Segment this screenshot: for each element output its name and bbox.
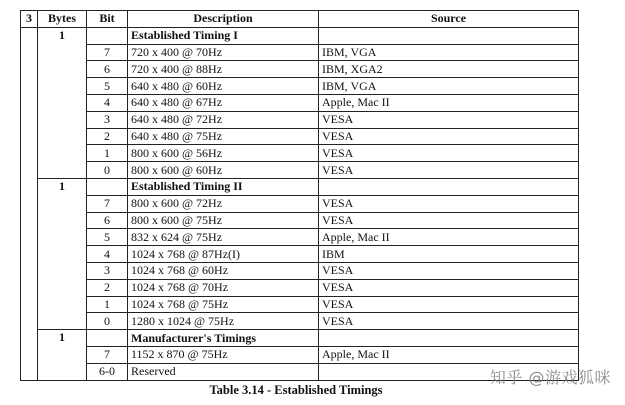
description-cell: 800 x 600 @ 60Hz [128,162,319,179]
table-caption: Table 3.14 - Established Timings [209,383,383,397]
description-cell: 1280 x 1024 @ 75Hz [128,313,319,330]
description-cell: 720 x 400 @ 70Hz [128,44,319,61]
description-cell: 832 x 624 @ 75Hz [128,229,319,246]
bytes-cell: 1 [38,27,87,178]
source-cell: Apple, Mac II [319,229,579,246]
source-cell: VESA [319,279,579,296]
group-title-row [21,330,579,347]
bit-cell: 7 [87,346,128,363]
description-cell: 800 x 600 @ 56Hz [128,145,319,162]
header-source: Source [319,11,579,28]
source-cell: Apple, Mac II [319,94,579,111]
description-cell: 800 x 600 @ 72Hz [128,195,319,212]
bit-cell: 5 [87,78,128,95]
bit-cell: 0 [87,162,128,179]
group-title: Established Timing II [128,178,319,195]
bit-cell: 7 [87,195,128,212]
table-row [21,212,579,229]
group-title-row [21,27,579,44]
source-cell: VESA [319,162,579,179]
description-cell: 1024 x 768 @ 70Hz [128,279,319,296]
bit-cell: 3 [87,111,128,128]
table-body [21,27,579,380]
description-cell: 1024 x 768 @ 60Hz [128,262,319,279]
description-cell: 1024 x 768 @ 87Hz(I) [128,246,319,263]
source-cell: VESA [319,296,579,313]
header-row [21,11,579,28]
table-row [21,296,579,313]
description-cell: Reserved [128,363,319,380]
source-cell-empty [319,27,579,44]
source-cell: VESA [319,195,579,212]
description-cell: 640 x 480 @ 72Hz [128,111,319,128]
table-row [21,44,579,61]
established-timings-table [20,10,579,381]
group-title-row [21,178,579,195]
table-row [21,313,579,330]
bit-cell: 6-0 [87,363,128,380]
header-description: Description [128,11,319,28]
source-cell: VESA [319,111,579,128]
description-cell: 800 x 600 @ 75Hz [128,212,319,229]
description-cell: 720 x 400 @ 88Hz [128,61,319,78]
bit-cell: 5 [87,229,128,246]
table-row [21,94,579,111]
watermark: 知乎 @游戏狐咪 [489,368,611,387]
description-cell: 640 x 480 @ 75Hz [128,128,319,145]
source-cell: Apple, Mac II [319,346,579,363]
bit-cell: 7 [87,44,128,61]
table-row [21,195,579,212]
source-cell: VESA [319,212,579,229]
source-cell: IBM, XGA2 [319,61,579,78]
bit-cell: 2 [87,279,128,296]
bit-cell: 6 [87,61,128,78]
table-row [21,246,579,263]
bit-cell-empty [87,178,128,195]
bit-cell: 3 [87,262,128,279]
source-cell: IBM, VGA [319,78,579,95]
bit-cell: 4 [87,246,128,263]
table-row [21,145,579,162]
table-row [21,346,579,363]
bytes-cell: 1 [38,330,87,380]
bytes-cell: 1 [38,178,87,329]
bit-cell: 1 [87,145,128,162]
description-cell: 640 x 480 @ 67Hz [128,94,319,111]
table-row [21,279,579,296]
description-cell: 640 x 480 @ 60Hz [128,78,319,95]
group-title: Manufacturer's Timings [128,330,319,347]
timings-table-container [20,10,579,381]
source-cell: IBM, VGA [319,44,579,61]
bit-cell-empty [87,330,128,347]
source-cell: VESA [319,145,579,162]
header-bit: Bit [87,11,128,28]
description-cell: 1024 x 768 @ 75Hz [128,296,319,313]
bit-cell: 6 [87,212,128,229]
source-cell: VESA [319,313,579,330]
source-cell: IBM [319,246,579,263]
group-title: Established Timing I [128,27,319,44]
header-section: 3 [21,11,38,28]
table-row [21,61,579,78]
source-cell-empty [319,178,579,195]
table-row [21,162,579,179]
section-column-cell [21,27,38,380]
source-cell: VESA [319,128,579,145]
source-cell-empty [319,330,579,347]
source-cell: VESA [319,262,579,279]
table-row [21,111,579,128]
table-row [21,229,579,246]
bit-cell: 2 [87,128,128,145]
bit-cell: 0 [87,313,128,330]
table-row [21,128,579,145]
table-row [21,78,579,95]
bit-cell: 4 [87,94,128,111]
bit-cell-empty [87,27,128,44]
bit-cell: 1 [87,296,128,313]
description-cell: 1152 x 870 @ 75Hz [128,346,319,363]
header-bytes: Bytes [38,11,87,28]
table-row [21,262,579,279]
